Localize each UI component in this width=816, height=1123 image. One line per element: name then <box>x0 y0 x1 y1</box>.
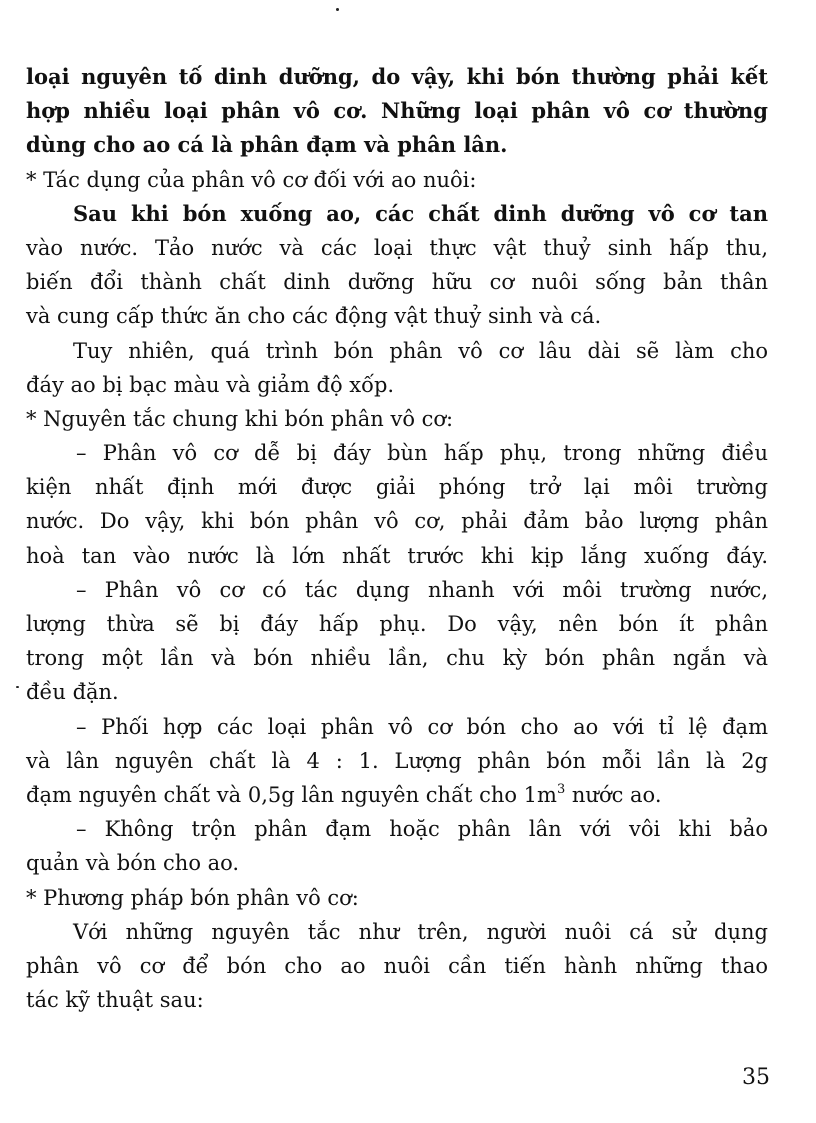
text-line: phân vô cơ để bón cho ao nuôi cần tiến hành những thao <box>26 953 768 978</box>
text-line: đáy ao bị bạc màu và giảm độ xốp. <box>26 372 395 397</box>
text-line: – Phối hợp các loại phân vô cơ bón cho ao với tỉ lệ đạm <box>76 714 768 739</box>
text-line: – Phân vô cơ có tác dụng nhanh với môi trường nước, <box>76 577 768 602</box>
text-line: và lân nguyên chất là 4 : 1. Lượng phân bón mỗi lần là 2g <box>26 748 768 773</box>
section-heading: * Nguyên tắc chung khi bón phân vô cơ: <box>26 406 454 431</box>
scan-speck <box>16 686 19 688</box>
text-line <box>26 778 768 812</box>
page-number: 35 <box>742 1065 770 1090</box>
text-run: nước ao. <box>565 782 662 807</box>
text-line: vào nước. Tảo nước và các loại thực vật thuỷ sinh hấp thu, <box>26 235 768 260</box>
text-line: Với những nguyên tắc như trên, người nuôi cá sử dụng <box>73 919 768 944</box>
scan-speck <box>336 8 339 11</box>
text-line: hoà tan vào nước là lớn nhất trước khi kịp lắng xuống đáy. <box>26 543 768 568</box>
section-heading: * Tác dụng của phân vô cơ đối với ao nuôi: <box>26 167 477 192</box>
superscript: 3 <box>556 781 566 797</box>
text-line: Tuy nhiên, quá trình bón phân vô cơ lâu dài sẽ làm cho <box>73 338 768 363</box>
text-line: đều đặn. <box>26 680 119 705</box>
text-line: lượng thừa sẽ bị đáy hấp phụ. Do vậy, nên bón ít phân <box>26 612 768 636</box>
section-heading: * Phương pháp bón phân vô cơ: <box>26 885 359 910</box>
text-line: – Phân vô cơ dễ bị đáy bùn hấp phụ, trong những điều <box>76 441 768 466</box>
text-line: nước. Do vậy, khi bón phân vô cơ, phải đảm bảo lượng phân <box>26 509 768 534</box>
text-line: dùng cho ao cá là phân đạm và phân lân. <box>26 132 508 158</box>
text-line: Sau khi bón xuống ao, các chất dinh dưỡng vô cơ tan <box>73 200 768 226</box>
text-line: – Không trộn phân đạm hoặc phân lân với vôi khi bảo <box>76 817 768 842</box>
text-line: kiện nhất định mới được giải phóng trở lại môi trường <box>26 475 768 500</box>
text-line: hợp nhiều loại phân vô cơ. Những loại phân vô cơ thường <box>26 98 768 124</box>
text-run: đạm nguyên chất và 0,5g lân nguyên chất cho 1m <box>26 782 557 807</box>
text-line: tác kỹ thuật sau: <box>26 988 204 1013</box>
text-line: biến đổi thành chất dinh dưỡng hữu cơ nuôi sống bản thân <box>26 270 768 295</box>
body-text <box>26 60 768 1017</box>
text-line: và cung cấp thức ăn cho các động vật thuỷ sinh và cá. <box>26 304 602 329</box>
text-line: quản và bón cho ao. <box>26 851 240 876</box>
text-line: loại nguyên tố dinh dưỡng, do vậy, khi bón thường phải kết <box>26 64 768 89</box>
text-line: trong một lần và bón nhiều lần, chu kỳ bón phân ngắn và <box>26 646 768 671</box>
